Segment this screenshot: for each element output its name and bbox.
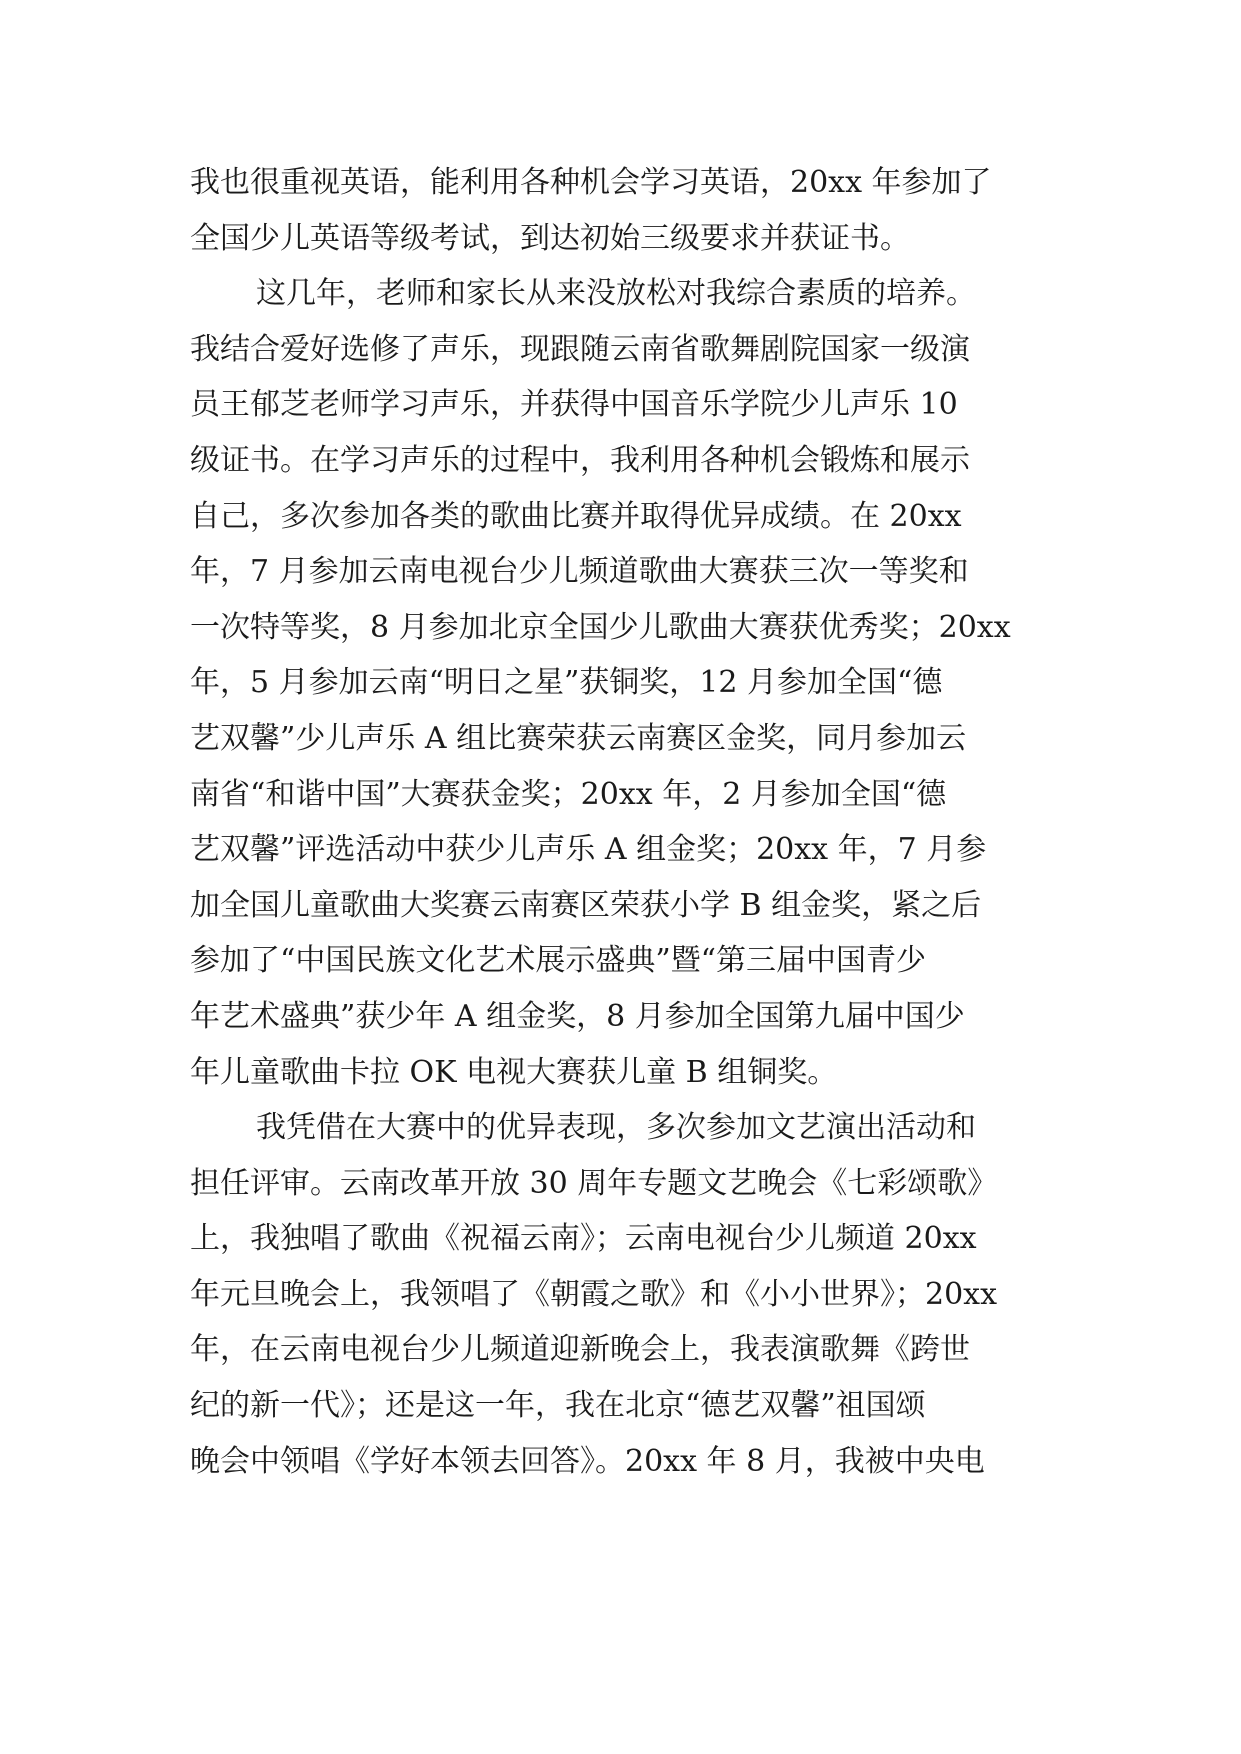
text-line: 上，我独唱了歌曲《祝福云南》；云南电视台少儿频道 20xx — [190, 1221, 977, 1257]
text-line: 年，5 月参加云南“明日之星”获铜奖，12 月参加全国“德 — [190, 665, 943, 701]
text-line: 我也很重视英语，能利用各种机会学习英语，20xx 年参加了 — [190, 165, 992, 200]
text-line: 纪的新一代》；还是这一年，我在北京“德艺双馨”祖国颂 — [190, 1388, 926, 1424]
text-line: 南省“和谐中国”大赛获金奖；20xx 年，2 月参加全国“德 — [190, 776, 947, 812]
text-line: 员王郁芝老师学习声乐，并获得中国音乐学院少儿声乐 10 — [190, 387, 958, 423]
text-line: 晚会中领唱《学好本领去回答》。20xx 年 8 月，我被中央电 — [190, 1443, 985, 1479]
text-line: 全国少儿英语等级考试，到达初始三级要求并获证书。 — [190, 220, 910, 256]
body-text — [190, 155, 1052, 1489]
text-line: 艺双馨”少儿声乐 A 组比赛荣获云南赛区金奖，同月参加云 — [190, 720, 967, 756]
text-line: 我结合爱好选修了声乐，现跟随云南省歌舞剧院国家一级演 — [190, 331, 970, 367]
paragraph-start-line: 我凭借在大赛中的优异表现，多次参加文艺演出活动和 — [256, 1110, 976, 1146]
text-line: 年，7 月参加云南电视台少儿频道歌曲大赛获三次一等奖和 — [190, 554, 969, 590]
text-line: 艺双馨”评选活动中获少儿声乐 A 组金奖；20xx 年，7 月参 — [190, 832, 987, 868]
text-line: 年，在云南电视台少儿频道迎新晚会上，我表演歌舞《跨世 — [190, 1332, 970, 1368]
text-line: 加全国儿童歌曲大奖赛云南赛区荣获小学 B 组金奖，紧之后 — [190, 887, 982, 923]
text-line: 年元旦晚会上，我领唱了《朝霞之歌》和《小小世界》；20xx — [190, 1276, 998, 1312]
text-line: 年艺术盛典”获少年 A 组金奖，8 月参加全国第九届中国少 — [190, 998, 965, 1034]
text-line: 自己，多次参加各类的歌曲比赛并取得优异成绩。在 20xx — [190, 498, 962, 534]
paragraph-start-line: 这几年，老师和家长从来没放松对我综合素质的培养。 — [256, 276, 976, 312]
text-line: 年儿童歌曲卡拉 OK 电视大赛获儿童 B 组铜奖。 — [190, 1054, 838, 1090]
text-line: 级证书。在学习声乐的过程中，我利用各种机会锻炼和展示 — [190, 442, 970, 478]
text-line: 担任评审。云南改革开放 30 周年专题文艺晚会《七彩颂歌》 — [190, 1165, 998, 1201]
text-line: 一次特等奖，8 月参加北京全国少儿歌曲大赛获优秀奖；20xx — [190, 609, 1011, 645]
text-line: 参加了“中国民族文化艺术展示盛典”暨“第三届中国青少 — [190, 943, 927, 979]
